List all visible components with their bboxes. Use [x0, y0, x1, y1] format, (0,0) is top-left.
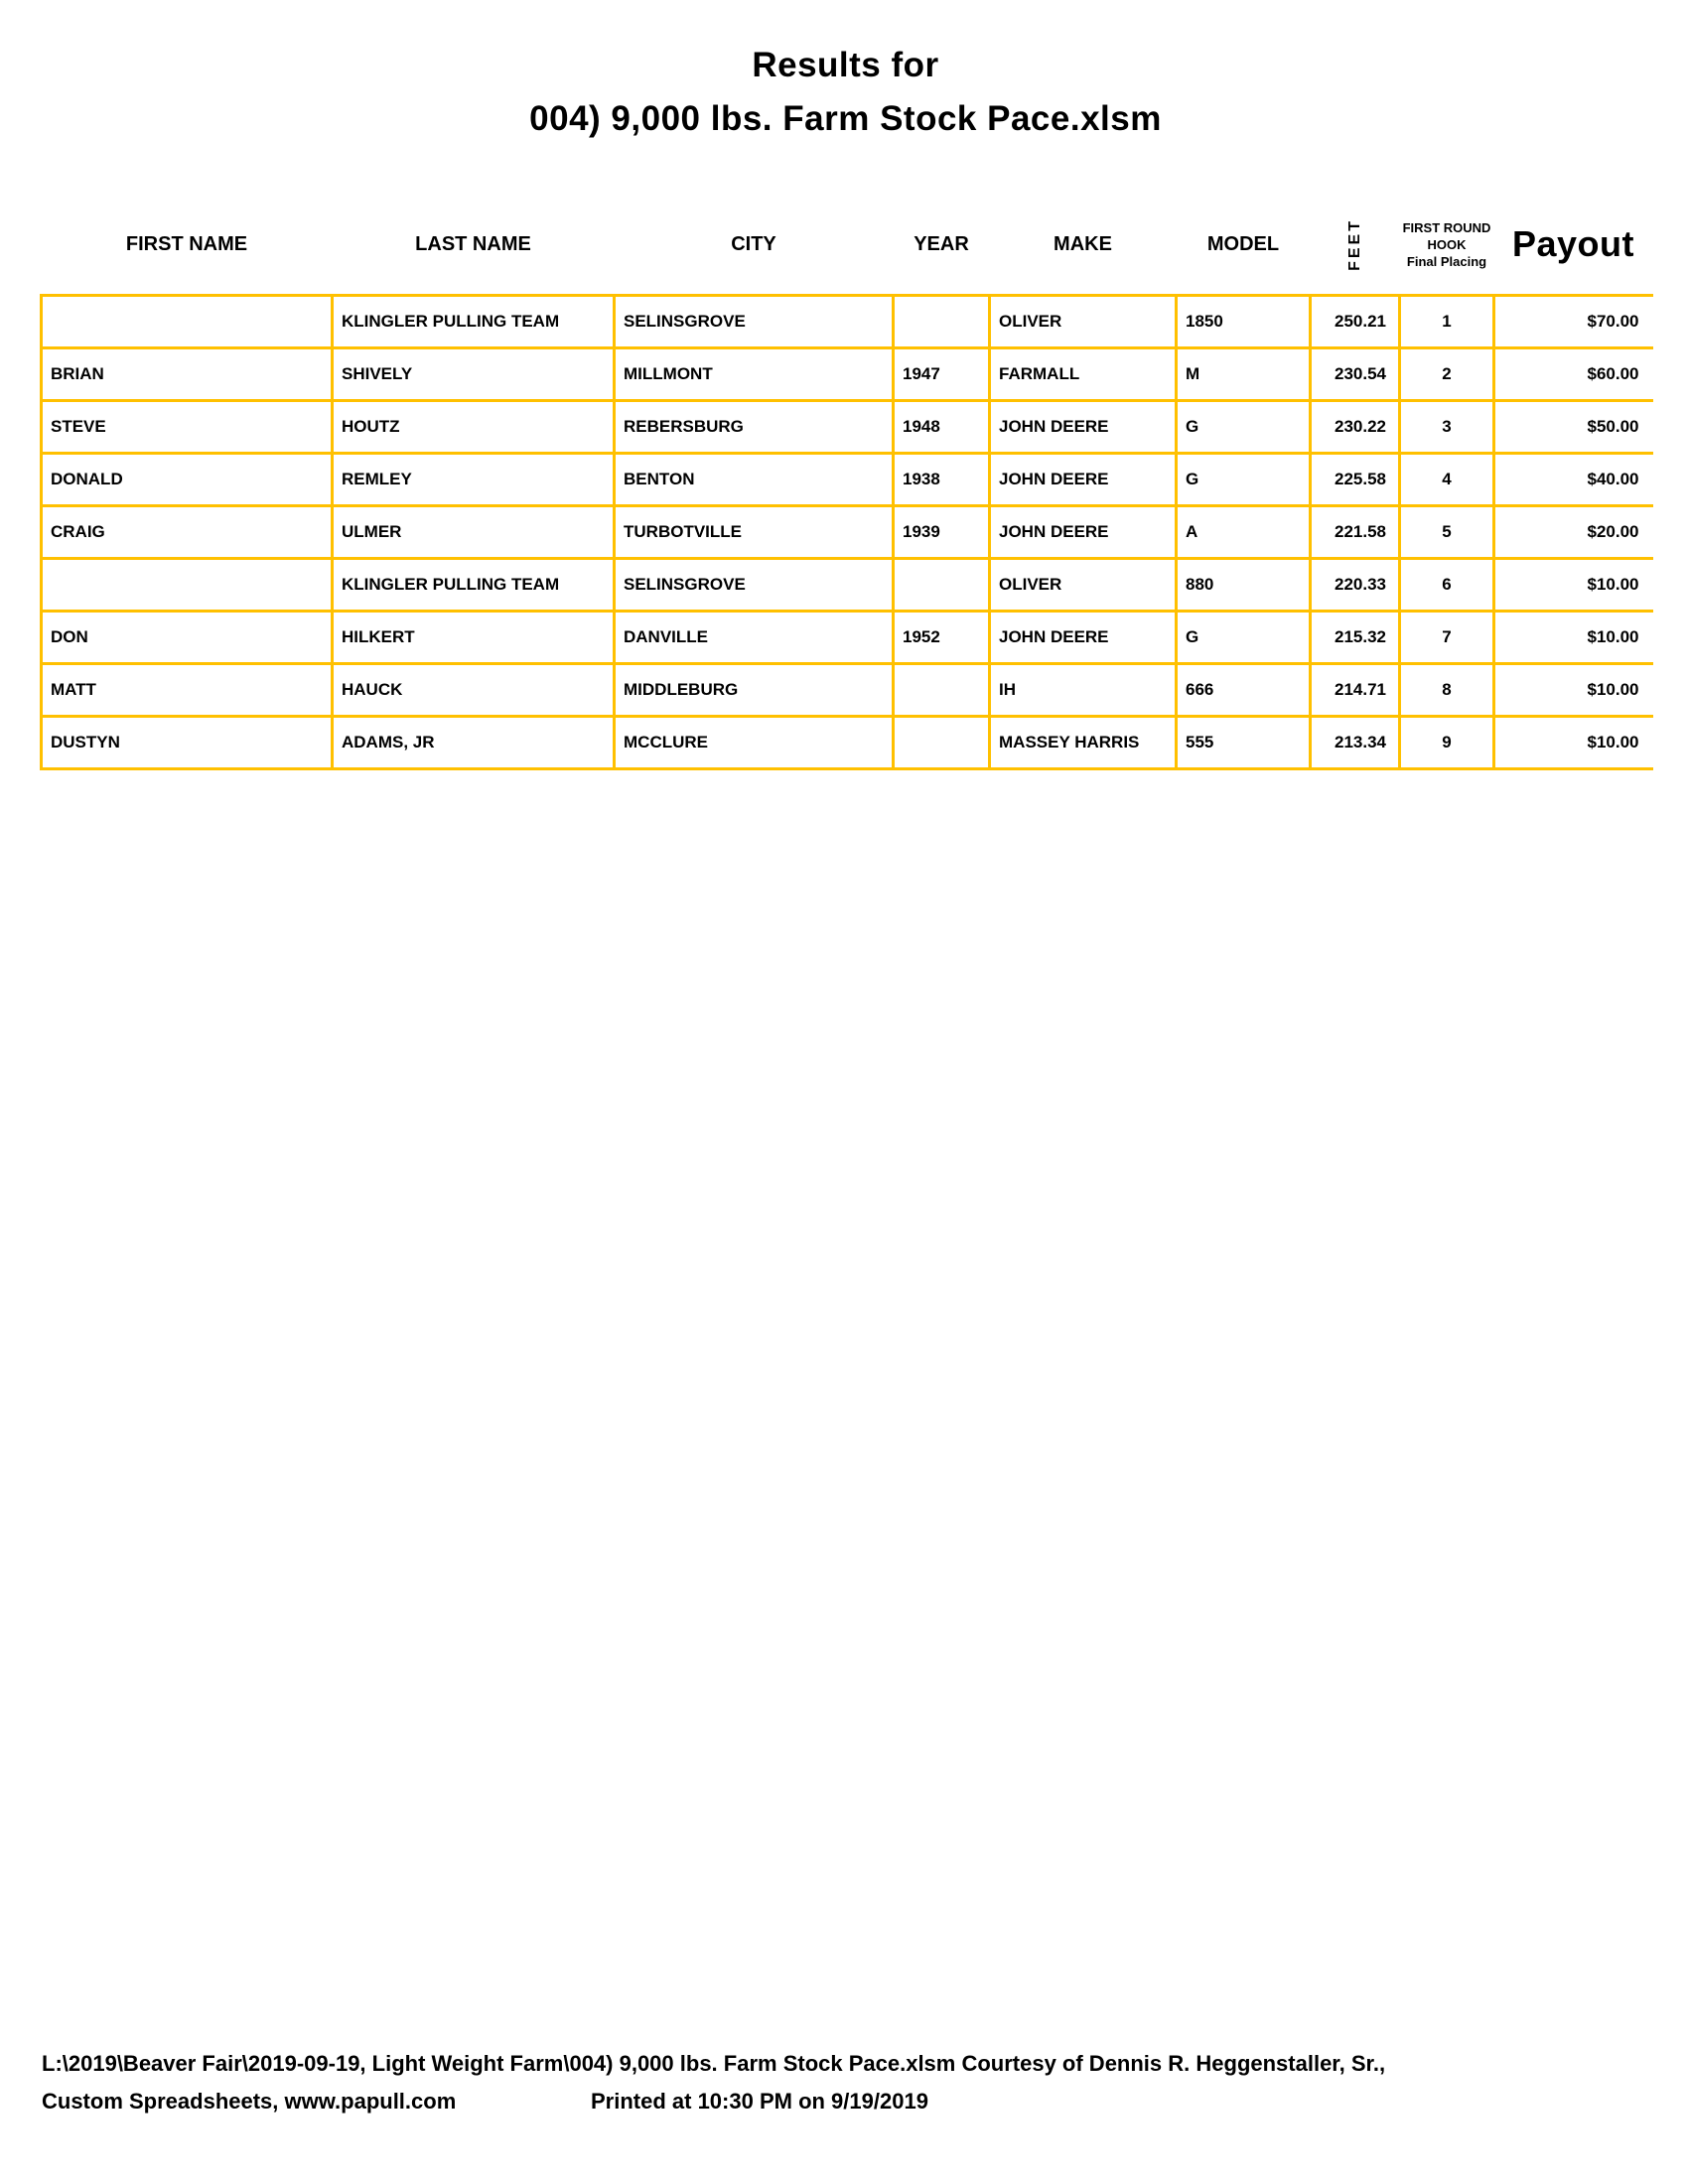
col-header-hook-line3: Final Placing [1406, 253, 1487, 269]
cell-first-name: DON [42, 612, 333, 664]
col-header-first-name: FIRST NAME [125, 232, 248, 255]
table-row [42, 559, 1653, 612]
cell-hook-placing: 2 [1400, 348, 1494, 401]
cell-model: G [1177, 454, 1311, 506]
col-header-city: CITY [731, 232, 776, 255]
footer-printed-timestamp: Printed at 10:30 PM on 9/19/2019 [591, 2089, 928, 2114]
cell-payout: $10.00 [1494, 612, 1653, 664]
cell-hook-placing: 9 [1400, 717, 1494, 769]
cell-model: A [1177, 506, 1311, 559]
header-row [42, 195, 1653, 296]
cell-city: SELINSGROVE [615, 296, 894, 348]
cell-city: DANVILLE [615, 612, 894, 664]
cell-make: MASSEY HARRIS [990, 717, 1177, 769]
cell-city: BENTON [615, 454, 894, 506]
cell-city: MCCLURE [615, 717, 894, 769]
cell-model: 555 [1177, 717, 1311, 769]
cell-hook-placing: 8 [1400, 664, 1494, 717]
cell-payout: $10.00 [1494, 717, 1653, 769]
cell-make: IH [990, 664, 1177, 717]
cell-make: JOHN DEERE [990, 612, 1177, 664]
cell-last-name: HOUTZ [333, 401, 615, 454]
table-row [42, 348, 1653, 401]
col-header-payout: Payout [1511, 223, 1635, 264]
cell-feet: 230.22 [1311, 401, 1400, 454]
cell-year [894, 717, 990, 769]
cell-make: FARMALL [990, 348, 1177, 401]
col-header-last-name: LAST NAME [415, 232, 531, 255]
col-header-year: YEAR [914, 232, 969, 255]
cell-year [894, 664, 990, 717]
cell-model: 1850 [1177, 296, 1311, 348]
report-title-line2: 004) 9,000 lbs. Farm Stock Pace.xlsm [529, 99, 1162, 138]
cell-city: REBERSBURG [615, 401, 894, 454]
cell-model: M [1177, 348, 1311, 401]
cell-model: G [1177, 401, 1311, 454]
results-table-body [42, 296, 1653, 769]
cell-make: OLIVER [990, 296, 1177, 348]
cell-year [894, 559, 990, 612]
report-title-line1: Results for [752, 46, 939, 84]
cell-first-name: BRIAN [42, 348, 333, 401]
footer-credits-text: Custom Spreadsheets, www.papull.com [42, 2089, 457, 2114]
cell-city: SELINSGROVE [615, 559, 894, 612]
cell-last-name: REMLEY [333, 454, 615, 506]
cell-first-name: DUSTYN [42, 717, 333, 769]
cell-feet: 250.21 [1311, 296, 1400, 348]
col-header-hook-line1: FIRST ROUND [1402, 219, 1491, 235]
cell-city: TURBOTVILLE [615, 506, 894, 559]
cell-first-name: DONALD [42, 454, 333, 506]
cell-feet: 230.54 [1311, 348, 1400, 401]
cell-model: 666 [1177, 664, 1311, 717]
cell-first-name [42, 296, 333, 348]
cell-first-name [42, 559, 333, 612]
cell-payout: $10.00 [1494, 559, 1653, 612]
cell-year: 1938 [894, 454, 990, 506]
cell-year [894, 296, 990, 348]
cell-feet: 225.58 [1311, 454, 1400, 506]
col-header-feet-label: FEET [1345, 217, 1363, 271]
cell-make: JOHN DEERE [990, 401, 1177, 454]
cell-feet: 215.32 [1311, 612, 1400, 664]
cell-hook-placing: 1 [1400, 296, 1494, 348]
cell-last-name: ULMER [333, 506, 615, 559]
col-header-hook [1400, 195, 1494, 296]
footer-credits-line [42, 2089, 1650, 2115]
cell-first-name: STEVE [42, 401, 333, 454]
table-row [42, 296, 1653, 348]
cell-last-name: SHIVELY [333, 348, 615, 401]
cell-payout: $20.00 [1494, 506, 1653, 559]
cell-make: JOHN DEERE [990, 454, 1177, 506]
cell-hook-placing: 5 [1400, 506, 1494, 559]
cell-payout: $60.00 [1494, 348, 1653, 401]
cell-year: 1952 [894, 612, 990, 664]
cell-last-name: ADAMS, JR [333, 717, 615, 769]
col-header-model: MODEL [1206, 232, 1280, 255]
col-header-feet [1311, 195, 1400, 296]
cell-first-name: MATT [42, 664, 333, 717]
report-title [40, 44, 1651, 141]
cell-first-name: CRAIG [42, 506, 333, 559]
cell-make: JOHN DEERE [990, 506, 1177, 559]
table-row [42, 612, 1653, 664]
table-row [42, 506, 1653, 559]
footer-file-path-line: L:\2019\Beaver Fair\2019-09-19, Light Weight Farm\004) 9,000 lbs. Farm Stock Pace.xlsm Courtesy of Dennis R. Heggenstaller, Sr., [42, 2051, 1386, 2076]
results-table-header [42, 195, 1653, 296]
cell-last-name: KLINGLER PULLING TEAM [333, 559, 615, 612]
cell-model: G [1177, 612, 1311, 664]
cell-hook-placing: 3 [1400, 401, 1494, 454]
cell-hook-placing: 7 [1400, 612, 1494, 664]
cell-make: OLIVER [990, 559, 1177, 612]
table-row [42, 664, 1653, 717]
cell-feet: 221.58 [1311, 506, 1400, 559]
col-header-make: MAKE [1054, 232, 1112, 255]
table-row [42, 401, 1653, 454]
col-header-hook-line2: HOOK [1427, 236, 1467, 252]
cell-payout: $50.00 [1494, 401, 1653, 454]
cell-payout: $40.00 [1494, 454, 1653, 506]
cell-feet: 220.33 [1311, 559, 1400, 612]
cell-feet: 213.34 [1311, 717, 1400, 769]
cell-year: 1948 [894, 401, 990, 454]
cell-last-name: HILKERT [333, 612, 615, 664]
table-row [42, 717, 1653, 769]
cell-feet: 214.71 [1311, 664, 1400, 717]
cell-city: MIDDLEBURG [615, 664, 894, 717]
cell-model: 880 [1177, 559, 1311, 612]
cell-hook-placing: 6 [1400, 559, 1494, 612]
cell-payout: $10.00 [1494, 664, 1653, 717]
cell-year: 1947 [894, 348, 990, 401]
cell-last-name: HAUCK [333, 664, 615, 717]
footer [42, 2051, 1650, 2115]
results-table [40, 195, 1653, 770]
report-page [40, 44, 1651, 770]
cell-last-name: KLINGLER PULLING TEAM [333, 296, 615, 348]
cell-year: 1939 [894, 506, 990, 559]
cell-payout: $70.00 [1494, 296, 1653, 348]
cell-hook-placing: 4 [1400, 454, 1494, 506]
cell-city: MILLMONT [615, 348, 894, 401]
table-row [42, 454, 1653, 506]
